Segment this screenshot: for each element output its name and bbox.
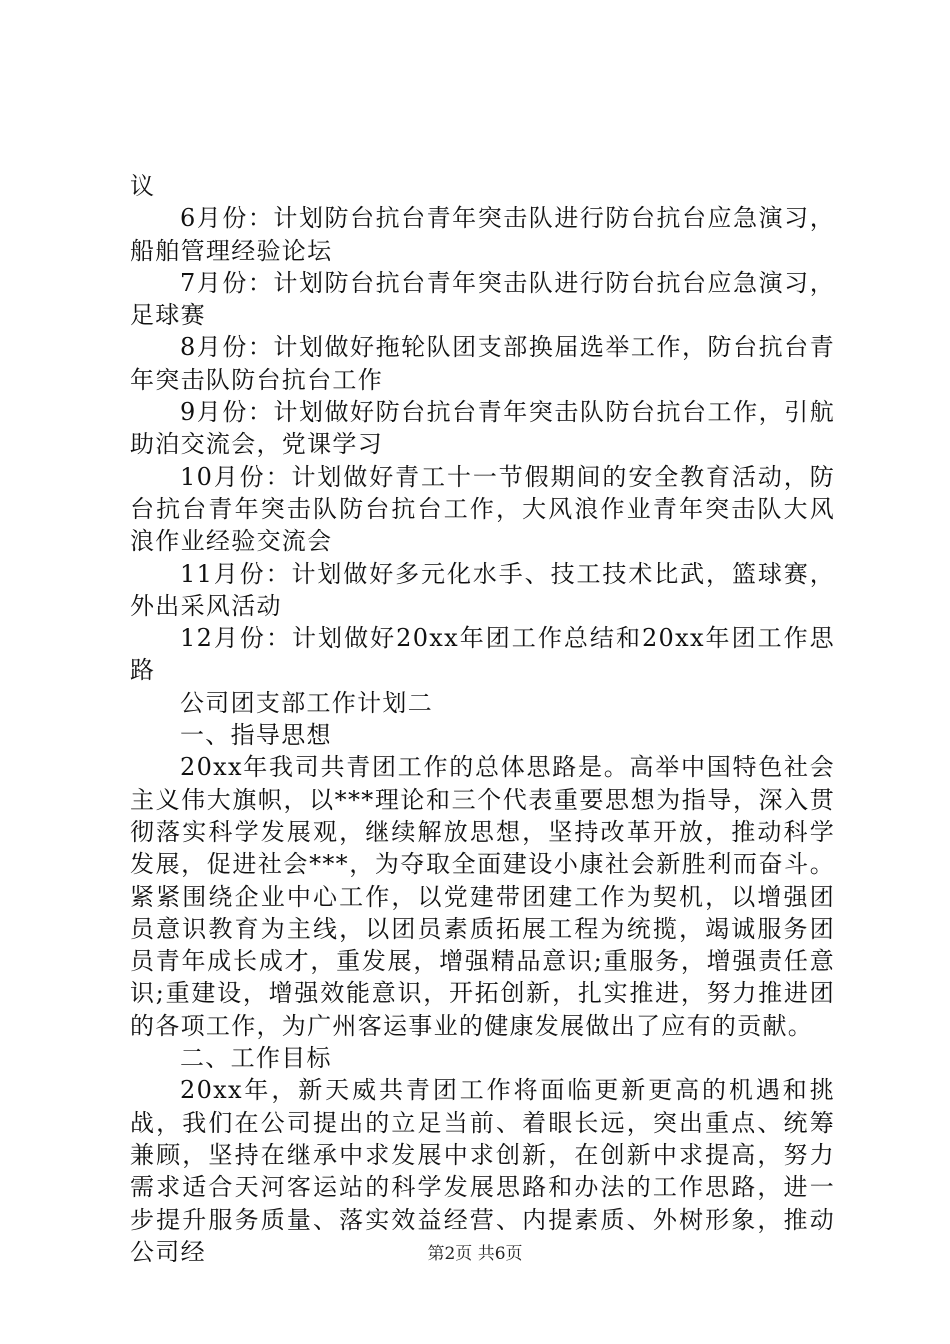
paragraph: 一、指导思想 — [180, 721, 332, 750]
paragraph: 11月份：计划做好多元化水手、技工技术比武，篮球赛，外出采风活动 — [130, 559, 835, 620]
document-body — [130, 170, 835, 1268]
paragraph: 20xx年，新天威共青团工作将面临更新更高的机遇和挑战，我们在公司提出的立足当前、着眼长远，突出重点、统筹兼顾，坚持在继承中求发展中求创新，在创新中求提高，努力需求适合天河客运站的科学发展思路和办法的工作思路，进一步提升服务质量、落实效益经营、内提素质、外树形象，推动公司经 — [130, 1076, 835, 1266]
paragraph: 10月份：计划做好青工十一节假期间的安全教育活动，防台抗台青年突击队防台抗台工作，大风浪作业青年突击队大风浪作业经验交流会 — [130, 462, 835, 556]
paragraph: 12月份：计划做好20xx年团工作总结和20xx年团工作思路 — [130, 624, 835, 685]
paragraph: 6月份：计划防台抗台青年突击队进行防台抗台应急演习，船舶管理经验论坛 — [130, 204, 835, 265]
paragraph: 20xx年我司共青团工作的总体思路是。高举中国特色社会主义伟大旗帜，以***理论和三个代表重要思想为指导，深入贯彻落实科学发展观，继续解放思想，坚持改革开放，推动科学发展，促进社会***，为夺取全面建设小康社会新胜利而奋斗。紧紧围绕企业中心工作，以党建带团建工作为契机，以增强团员意识教育为主线，以团员素质拓展工程为统揽，竭诚服务团员青年成长成才，重发展，增强精品意识;重服务，增强责任意识;重建设，增强效能意识，开拓创新，扎实推进，努力推进团的各项工作，为广州客运事业的健康发展做出了应有的贡献。 — [130, 753, 835, 1040]
paragraph: 9月份：计划做好防台抗台青年突击队防台抗台工作，引航助泊交流会，党课学习 — [130, 398, 835, 459]
paragraph: 8月份：计划做好拖轮队团支部换届选举工作，防台抗台青年突击队防台抗台工作 — [130, 333, 835, 394]
paragraph: 7月份：计划防台抗台青年突击队进行防台抗台应急演习，足球赛 — [130, 268, 835, 330]
paragraph: 公司团支部工作计划二 — [180, 688, 433, 717]
page-footer: 第2页 共6页 — [427, 1244, 523, 1264]
paragraph: 二、工作目标 — [180, 1044, 332, 1073]
paragraph: 议 — [130, 172, 156, 200]
